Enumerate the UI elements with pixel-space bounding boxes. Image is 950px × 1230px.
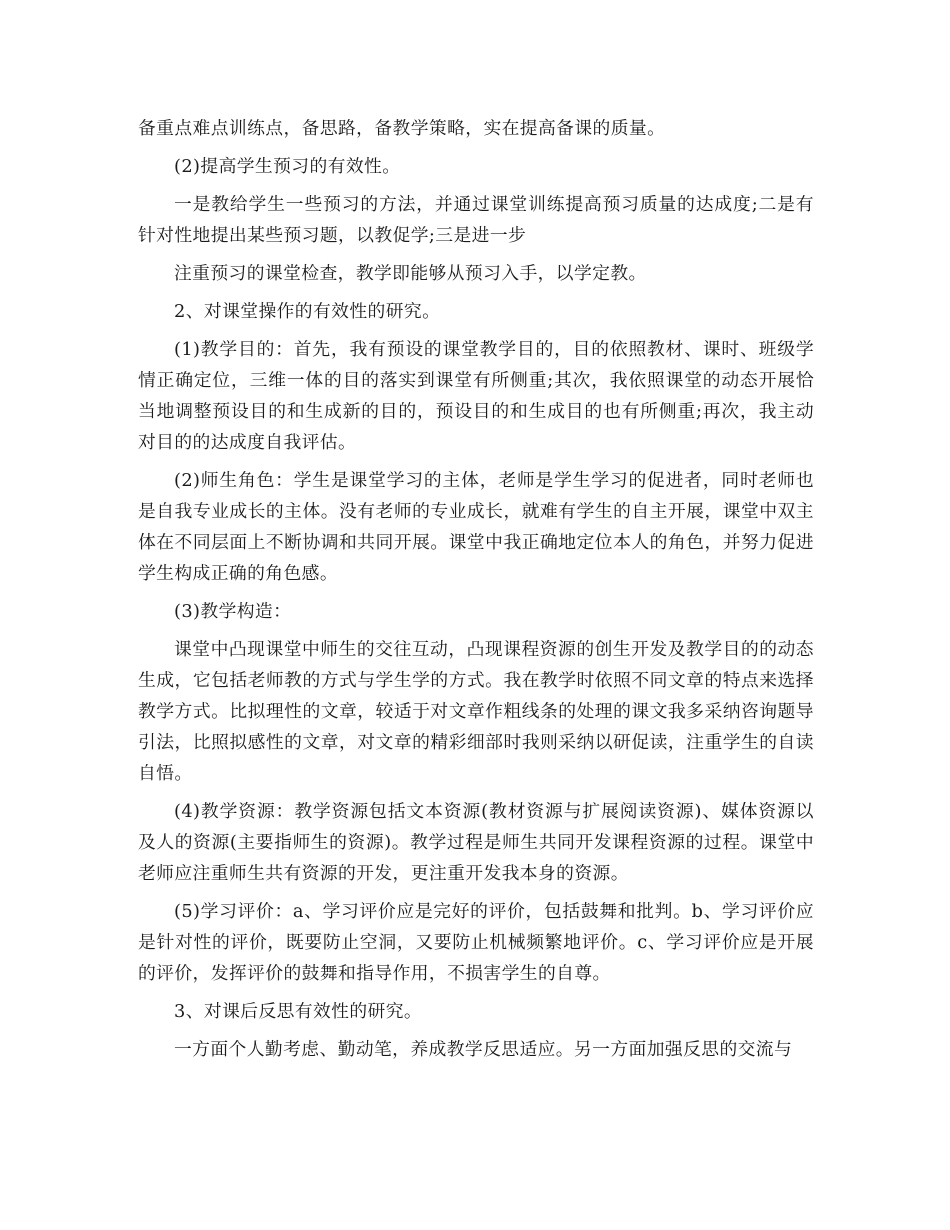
section-heading: 2、对课堂操作的有效性的研究。: [174, 301, 441, 322]
paragraph: (5)学习评价：a、学习评价应是完好的评价，包括鼓舞和批判。b、学习评价应是针对性的评价，既要防止空洞，又要防止机械频繁地评价。c、学习评价应是开展的评价，发挥评价的鼓舞和指导作用，不损害学生的自尊。: [138, 901, 814, 984]
document-body: [138, 113, 814, 1072]
paragraph: (1)教学目的：首先，我有预设的课堂教学目的，目的依照教材、课时、班级学情正确定位，三维一体的目的落实到课堂有所侧重;其次，我依照课堂的动态开展恰当地调整预设目的和生成新的目的，预设目的和生成目的也有所侧重;再次，我主动对目的的达成度自我评估。: [138, 339, 814, 453]
section-heading: 3、对课后反思有效性的研究。: [174, 1001, 423, 1022]
subsection-heading: (3)教学构造：: [174, 601, 292, 622]
paragraph: 课堂中凸现课堂中师生的交往互动，凸现课程资源的创生开发及教学目的的动态生成，它包括老师教的方式与学生学的方式。我在教学时依照不同文章的特点来选择教学方式。比拟理性的文章，较适于对文章作粗线条的处理的课文我多采纳咨询题导引法，比照拟感性的文章，对文章的精彩细部时我则采纳以研促读，注重学生的自读自悟。: [138, 639, 814, 784]
paragraph: 一是教给学生一些预习的方法，并通过课堂训练提高预习质量的达成度;二是有针对性地提出某些预习题，以教促学;三是进一步: [138, 194, 814, 246]
paragraph: (4)教学资源：教学资源包括文本资源(教材资源与扩展阅读资源)、媒体资源以及人的资源(主要指师生的资源)。教学过程是师生共同开发课程资源的过程。课堂中老师应注重师生共有资源的开发，更注重开发我本身的资源。: [138, 801, 814, 884]
paragraph: 备重点难点训练点，备思路，备教学策略，实在提高备课的质量。: [138, 118, 666, 139]
paragraph: (2)提高学生预习的有效性。: [174, 156, 401, 177]
paragraph: (2)师生角色：学生是课堂学习的主体，老师是学生学习的促进者，同时老师也是自我专业成长的主体。没有老师的专业成长，就难有学生的自主开展，课堂中双主体在不同层面上不断协调和共同开展。课堂中我正确地定位本人的角色，并努力促进学生构成正确的角色感。: [138, 470, 814, 584]
paragraph: 注重预习的课堂检查，教学即能够从预习入手，以学定教。: [174, 263, 647, 284]
paragraph: 一方面个人勤考虑、勤动笔，养成教学反思适应。另一方面加强反思的交流与: [174, 1039, 793, 1060]
